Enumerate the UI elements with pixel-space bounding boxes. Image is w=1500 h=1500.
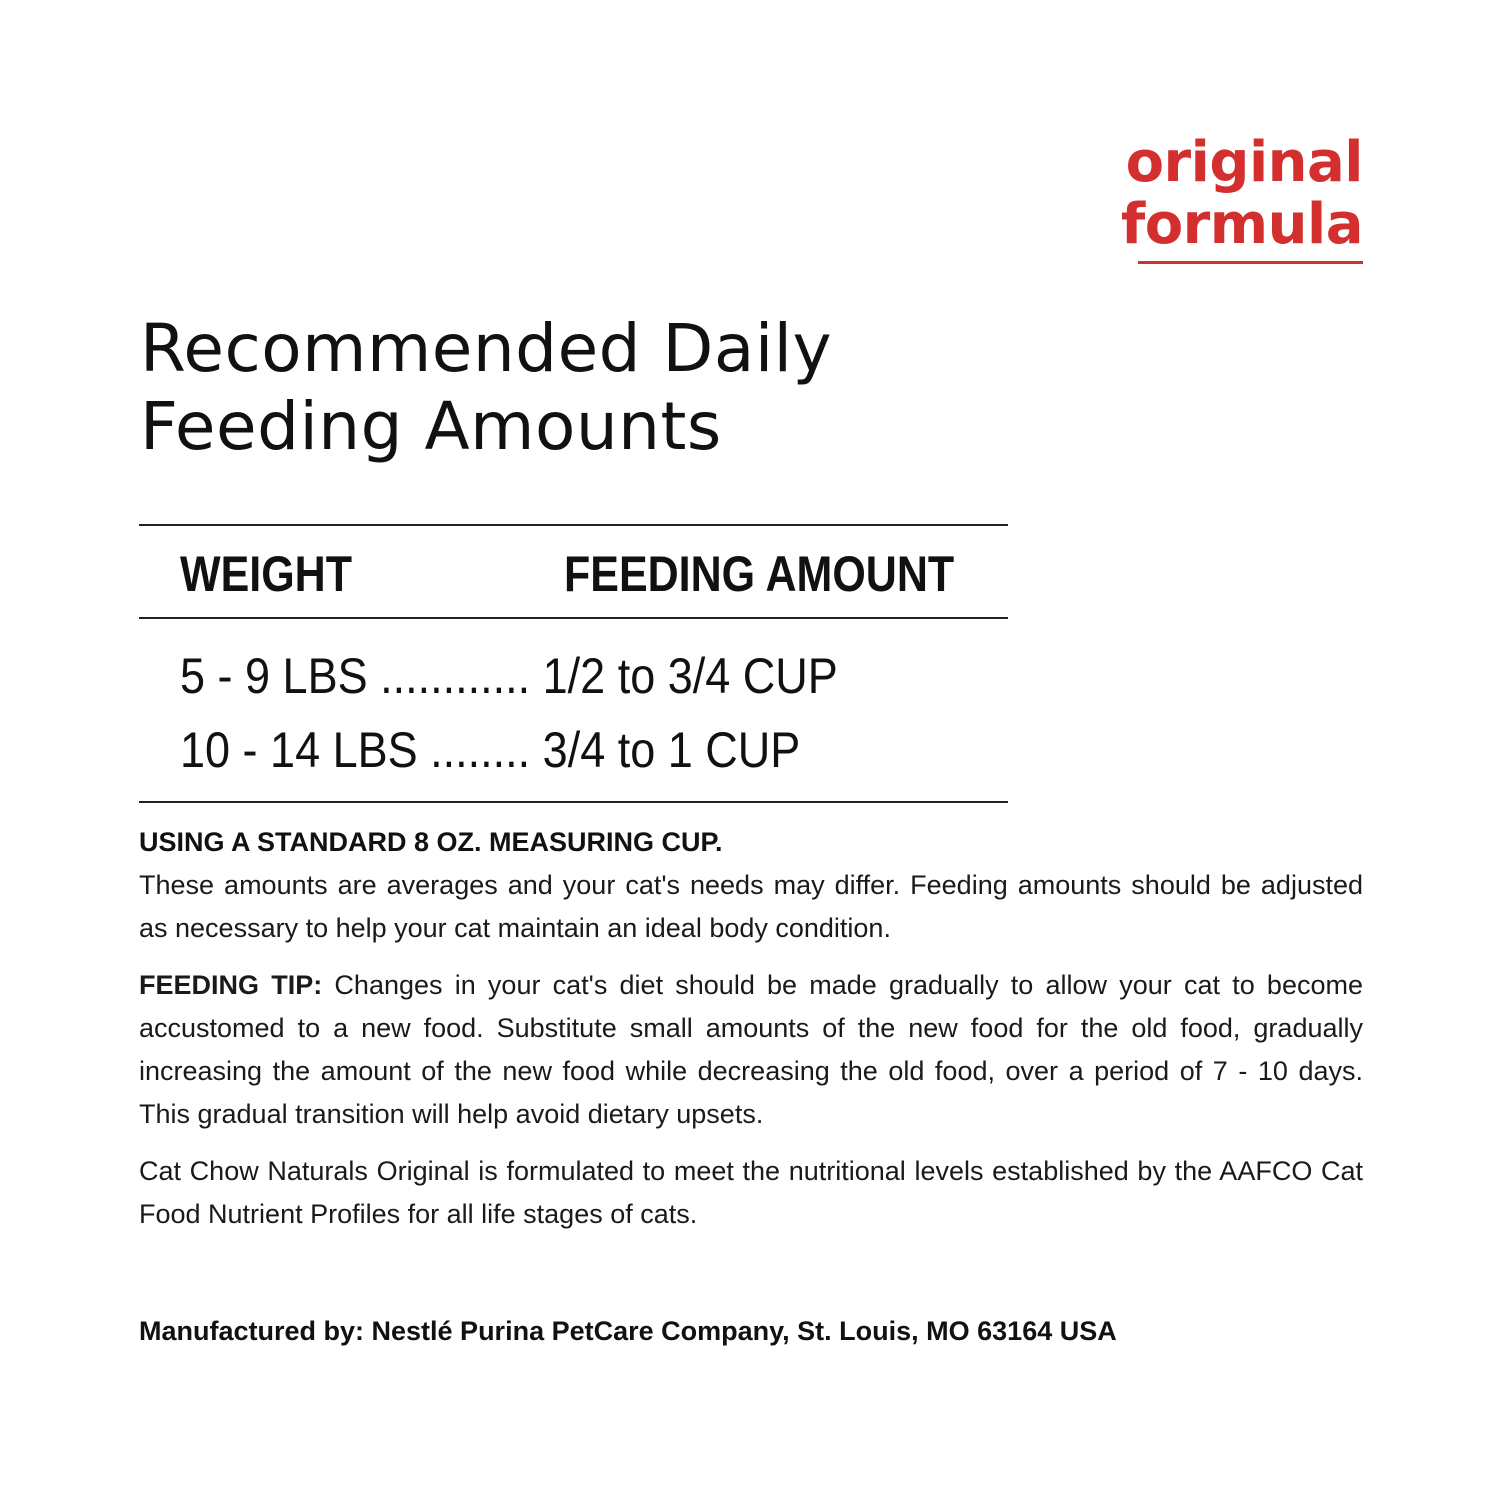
page-title <box>140 310 832 466</box>
row-amount: 3/4 to 1 CUP <box>542 722 801 778</box>
table-bottom-divider <box>139 801 1008 803</box>
formula-badge-line-2: formula <box>1120 192 1363 257</box>
feeding-tip-label: FEEDING TIP: <box>139 970 323 1000</box>
feeding-tip <box>139 964 1363 1136</box>
aafco-statement <box>139 1150 1363 1236</box>
page-title-line-1: Recommended Daily <box>140 310 833 387</box>
formula-badge-underline <box>1138 261 1363 264</box>
row-leader-dots: ............ <box>367 648 543 704</box>
table-top-divider <box>139 524 1008 526</box>
feeding-amount-column-header: FEEDING AMOUNT <box>564 546 955 602</box>
averages-note <box>139 864 1363 950</box>
table-header-divider <box>139 617 1008 619</box>
page-title-line-2: Feeding Amounts <box>140 388 722 465</box>
feeding-tip-paragraph <box>139 964 1363 1136</box>
aafco-text: Cat Chow Naturals Original is formulated to meet the nutritional levels established by the AAFCO Cat Food Nutrient Profiles for all life stages of cats. <box>139 1156 1363 1229</box>
manufacturer-line: Manufactured by: Nestlé Purina PetCare Company, St. Louis, MO 63164 USA <box>139 1316 1117 1346</box>
row-amount: 1/2 to 3/4 CUP <box>542 648 838 704</box>
row-leader-dots: ........ <box>417 722 543 778</box>
measuring-cup-note: USING A STANDARD 8 OZ. MEASURING CUP. <box>139 827 723 857</box>
formula-badge-line-1: original <box>1125 130 1363 195</box>
averages-text: These amounts are averages and your cat's needs may differ. Feeding amounts should be adjusted as necessary to help your cat maintain an ideal body condition. <box>139 870 1363 943</box>
formula-badge <box>1121 132 1363 256</box>
table-row <box>180 648 838 704</box>
feeding-tip-text: Changes in your cat's diet should be made gradually to allow your cat to become accustomed to a new food. Substitute small amounts of the new food for the old food, gradually increasing the amount of the new food while decreasing the old food, over a period of 7 - 10 days. This gradual transition will help avoid dietary upsets. <box>139 970 1363 1129</box>
row-weight: 5 - 9 LBS <box>180 648 368 704</box>
weight-column-header: WEIGHT <box>180 546 352 602</box>
row-weight: 10 - 14 LBS <box>180 722 418 778</box>
table-row <box>180 722 800 778</box>
